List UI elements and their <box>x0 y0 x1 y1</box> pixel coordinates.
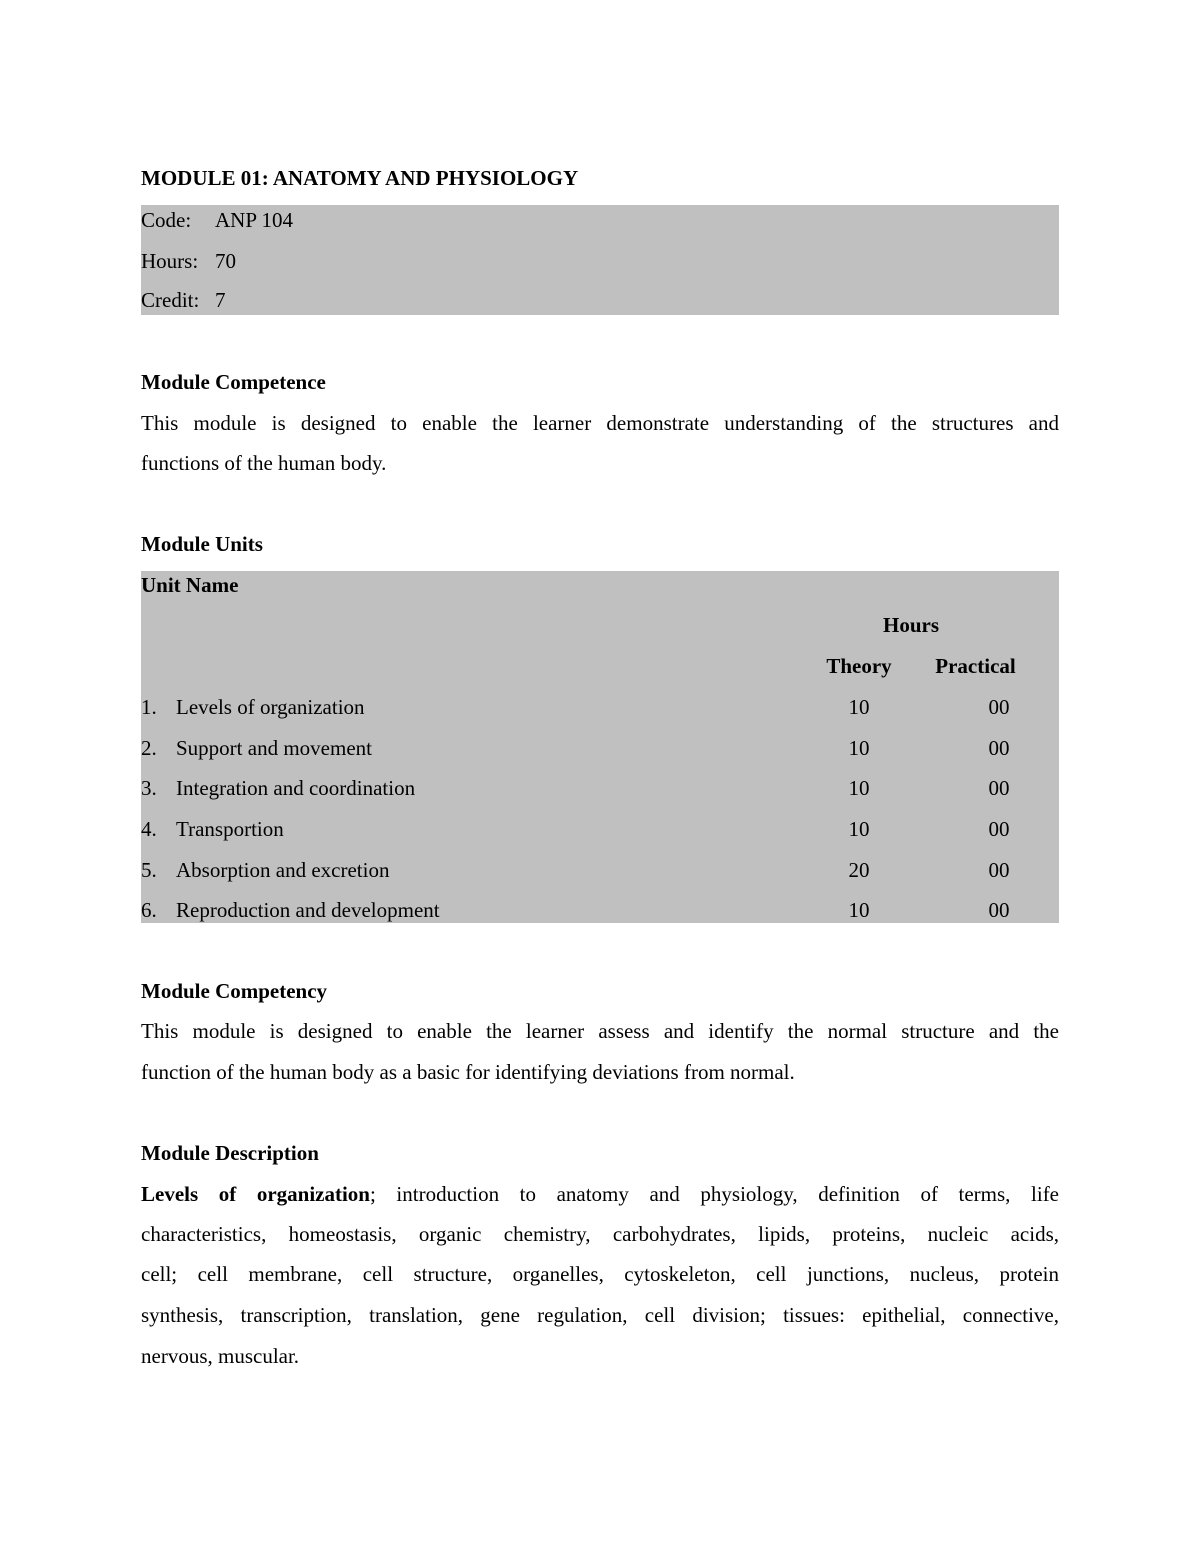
units-table <box>141 571 1059 923</box>
table-row <box>141 856 1059 884</box>
unit-number: 2. <box>141 736 157 760</box>
credit-row <box>141 286 226 314</box>
hours-header-row <box>141 611 1059 639</box>
unit-number: 1. <box>141 695 157 719</box>
theory-hours: 10 <box>848 776 870 800</box>
theory-hours: 20 <box>848 858 870 882</box>
practical-header: Practical <box>935 654 1016 678</box>
practical-hours: 00 <box>988 858 1010 882</box>
unit-number: 6. <box>141 898 157 922</box>
practical-hours: 00 <box>988 776 1010 800</box>
unit-name: Transportion <box>176 817 284 841</box>
code-row <box>141 206 293 234</box>
practical-hours: 00 <box>988 817 1010 841</box>
hours-label: Hours: <box>141 249 199 273</box>
unit-name: Levels of organization <box>176 695 365 719</box>
unit-number: 3. <box>141 776 157 800</box>
column-header-row <box>141 652 1059 680</box>
practical-hours: 00 <box>988 695 1010 719</box>
table-row <box>141 734 1059 762</box>
unit-name: Support and movement <box>176 736 372 760</box>
description-heading: Module Description <box>141 1141 319 1165</box>
unit-name: Reproduction and development <box>176 898 440 922</box>
competence-line: This module is designed to enable the learner demonstrate understanding of the structures and <box>141 411 1059 435</box>
competency-line: function of the human body as a basic for identifying deviations from normal. <box>141 1060 795 1084</box>
competency-line: This module is designed to enable the learner assess and identify the normal structure and the <box>141 1019 1059 1043</box>
unit-name-header-text: Unit Name <box>141 573 239 597</box>
competence-heading: Module Competence <box>141 370 326 394</box>
theory-hours: 10 <box>848 898 870 922</box>
code-label: Code: <box>141 208 192 232</box>
practical-hours: 00 <box>988 898 1010 922</box>
unit-number: 5. <box>141 858 157 882</box>
code-value: ANP 104 <box>215 208 293 232</box>
hours-value: 70 <box>215 249 236 273</box>
description-line: cell; cell membrane, cell structure, organelles, cytoskeleton, cell junctions, nucleus, protein <box>141 1262 1059 1286</box>
units-heading: Module Units <box>141 532 263 556</box>
description-lead-rest: ; introduction to anatomy and physiology, definition of terms, life <box>370 1182 1060 1206</box>
unit-name: Integration and coordination <box>176 776 416 800</box>
table-row <box>141 896 1059 924</box>
credit-value: 7 <box>215 288 226 312</box>
theory-hours: 10 <box>848 736 870 760</box>
competency-heading: Module Competency <box>141 979 328 1003</box>
table-row <box>141 815 1059 843</box>
unit-name: Absorption and excretion <box>176 858 390 882</box>
theory-hours: 10 <box>848 817 870 841</box>
table-row <box>141 774 1059 802</box>
unit-name-header <box>141 571 1059 599</box>
practical-hours: 00 <box>988 736 1010 760</box>
hours-header: Hours <box>882 613 939 637</box>
theory-header: Theory <box>826 654 892 678</box>
hours-row <box>141 247 236 275</box>
table-row <box>141 693 1059 721</box>
unit-number: 4. <box>141 817 157 841</box>
description-line: characteristics, homeostasis, organic chemistry, carbohydrates, lipids, proteins, nucleic acids, <box>141 1222 1059 1246</box>
description-lead-bold: Levels of organization <box>141 1182 370 1206</box>
credit-label: Credit: <box>141 288 200 312</box>
module-title: MODULE 01: ANATOMY AND PHYSIOLOGY <box>141 166 579 190</box>
module-info-box <box>141 205 1059 315</box>
competence-line: functions of the human body. <box>141 451 387 475</box>
theory-hours: 10 <box>848 695 870 719</box>
description-line <box>141 1180 1059 1208</box>
description-line: nervous, muscular. <box>141 1344 300 1368</box>
description-line: synthesis, transcription, translation, gene regulation, cell division; tissues: epithelial, connective, <box>141 1303 1059 1327</box>
